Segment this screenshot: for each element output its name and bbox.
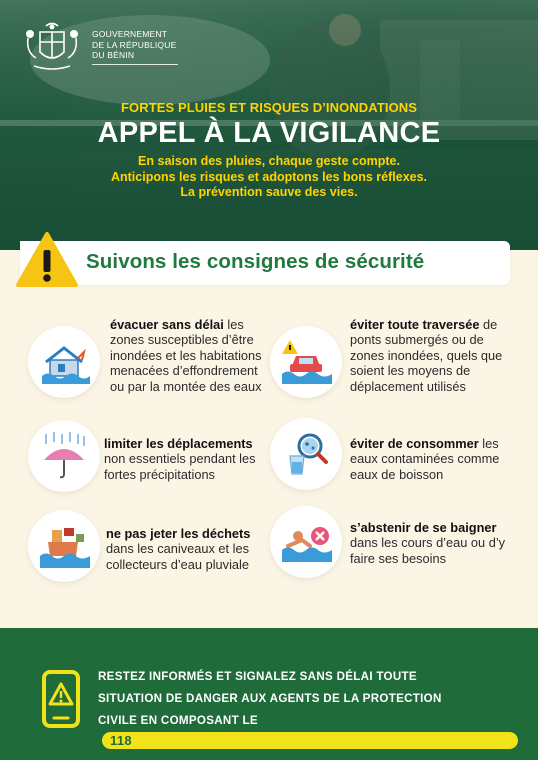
tip-icon-circle <box>270 506 342 578</box>
benin-coat-of-arms-icon <box>22 22 82 74</box>
submerged-car-icon <box>280 336 332 388</box>
flooded-house-icon <box>38 336 90 388</box>
gov-line: GOUVERNEMENT <box>92 29 168 39</box>
emergency-number-badge: 118 <box>102 732 518 749</box>
tip-rest: les eaux contaminées comme eaux de boisson <box>350 436 500 482</box>
hero-subtitle <box>0 154 538 201</box>
tip-text <box>106 526 266 572</box>
subtitle-line: La prévention sauve des vies. <box>180 185 358 199</box>
tip-text <box>350 436 515 482</box>
gov-line: DU BÉNIN <box>92 50 135 60</box>
tip-text <box>350 520 515 566</box>
tip-text <box>104 436 264 482</box>
footer-message <box>98 666 518 749</box>
hero-kicker: FORTES PLUIES ET RISQUES D’INONDATIONS <box>120 100 418 115</box>
phone-alert-icon <box>42 670 80 728</box>
government-label <box>92 29 176 61</box>
tip-rest: de ponts submergés ou de zones inondées, quels que soient les moyens de déplacement utilisés <box>350 317 503 394</box>
tip-rest: dans les cours d’eau ou d’y faire ses besoins <box>350 535 506 566</box>
tip-icon-circle <box>28 326 100 398</box>
page-title: APPEL À LA VIGILANCE <box>97 117 441 149</box>
gov-line: DE LA RÉPUBLIQUE <box>92 39 177 50</box>
section-title: Suivons les consignes de sécurité <box>86 250 425 273</box>
contaminated-water-icon <box>280 428 332 480</box>
tip-rest: dans les caniveaux et les collecteurs d’eau pluviale <box>106 541 249 572</box>
footer-line: RESTEZ INFORMÉS ET SIGNALEZ SANS DÉLAI TOUTE <box>98 670 417 683</box>
tip-icon-circle <box>270 326 342 398</box>
tip-text <box>350 317 515 394</box>
tip-rest: non essentiels pendant les fortes précipitations <box>104 451 256 482</box>
footer-line: SITUATION DE DANGER AUX AGENTS DE LA PROTECTION <box>98 692 442 705</box>
divider <box>92 64 178 65</box>
no-swimming-icon <box>280 516 332 568</box>
tip-bold: limiter les déplacements <box>104 436 253 451</box>
tip-icon-circle <box>28 510 100 582</box>
footer-line-last <box>98 710 518 749</box>
hero-banner <box>0 0 538 250</box>
tip-bold: éviter de consommer <box>350 436 479 451</box>
tip-icon-circle <box>270 418 342 490</box>
tip-bold: s’abstenir de se baigner <box>350 520 497 535</box>
trash-water-icon <box>38 520 90 572</box>
tip-bold: évacuer sans délai <box>110 317 224 332</box>
footer-line: CIVILE EN COMPOSANT LE <box>98 714 258 727</box>
tip-rest: les zones susceptibles d’être inondées et les habitations menacées d’effondrement ou par la montée des eaux <box>110 317 262 394</box>
tip-text <box>110 317 270 394</box>
warning-triangle-icon <box>14 230 80 290</box>
subtitle-line: Anticipons les risques et adoptons les bons réflexes. <box>110 169 428 184</box>
subtitle-line: En saison des pluies, chaque geste compte. <box>138 154 400 168</box>
tip-icon-circle <box>28 420 100 492</box>
tip-bold: ne pas jeter les déchets <box>106 526 251 541</box>
umbrella-rain-icon <box>38 430 90 482</box>
tip-bold: éviter toute traversée <box>350 317 480 332</box>
